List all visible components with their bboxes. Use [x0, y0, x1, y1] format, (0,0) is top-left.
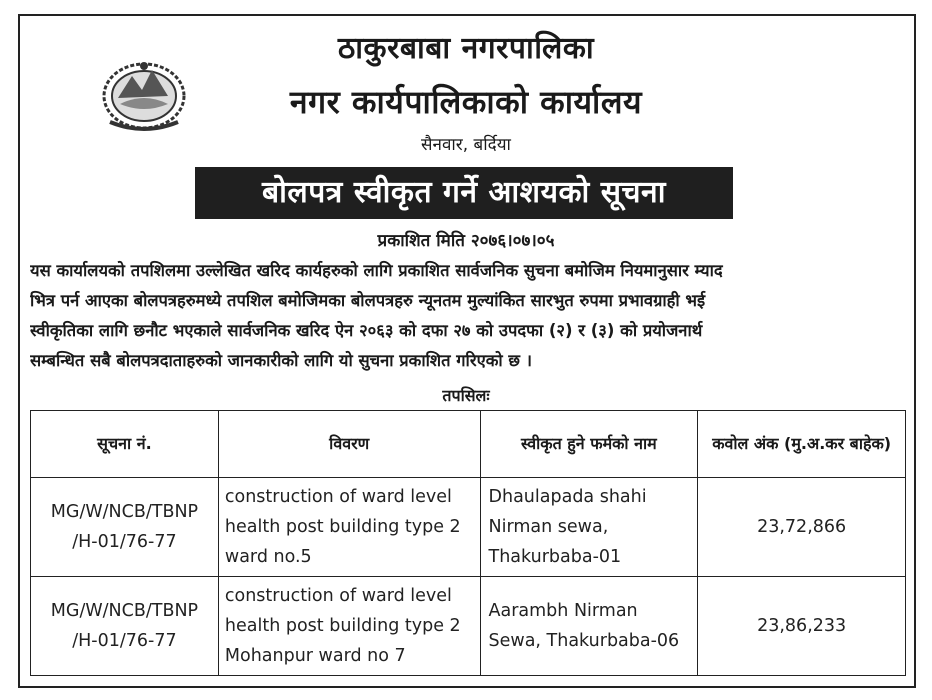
notice-title: बोलपत्र स्वीकृत गर्ने आशयको सूचना — [195, 167, 733, 219]
firm-line: Thakurbaba-01 — [488, 547, 622, 567]
header-description: विवरण — [218, 411, 480, 478]
firm-line: Dhaulapada shahi — [488, 487, 647, 507]
header-firm-name: स्वीकृत हुने फर्मको नाम — [480, 411, 698, 478]
firm-cell — [480, 478, 698, 577]
description-line: health post building type 2 — [224, 616, 461, 636]
notice-no-cell — [31, 577, 219, 676]
table-row — [31, 478, 906, 577]
office-name: नगर कार्यपालिकाको कार्यालय — [289, 83, 643, 121]
details-label: तपसिलः — [442, 386, 490, 405]
notice-no-line: /H-01/76-77 — [72, 532, 177, 552]
description-cell — [218, 478, 480, 577]
description-line: construction of ward level — [224, 586, 452, 606]
firm-line: Nirman sewa, — [488, 517, 609, 537]
paragraph-line: यस कार्यालयको तपशिलमा उल्लेखित खरिद कार्यहरुको लागि प्रकाशित सार्वजनिक सुचना बमोजिम नियमानुसार म्याद — [30, 261, 723, 280]
office-address: सैनवार, बर्दिया — [421, 135, 511, 155]
description-line: ward no.5 — [224, 547, 312, 567]
organization-name: ठाकुरबाबा नगरपालिका — [337, 31, 595, 66]
description-line: health post building type 2 — [224, 517, 461, 537]
notice-no-line: /H-01/76-77 — [72, 631, 177, 651]
description-line: Mohanpur ward no 7 — [224, 646, 406, 666]
published-date: प्रकाशित मिति २०७६।०७।०५ — [377, 231, 555, 251]
amount-cell: 23,86,233 — [698, 577, 906, 676]
notice-no-line: MG/W/NCB/TBNP — [50, 601, 199, 621]
paragraph-line: स्वीकृतिका लागि छनौट भएकाले सार्वजनिक खरिद ऐन २०६३ को दफा २७ को उपदफा (२) र (३) को प्रयोजनार्थ — [30, 321, 703, 340]
header-bid-amount: कवोल अंक (मु.अ.कर बाहेक) — [698, 411, 906, 478]
firm-line: Aarambh Nirman — [488, 601, 638, 621]
contract-table — [30, 410, 906, 676]
firm-cell — [480, 577, 698, 676]
amount-cell: 23,72,866 — [698, 478, 906, 577]
notice-no-line: MG/W/NCB/TBNP — [50, 502, 199, 522]
header-notice-no: सूचना नं. — [31, 411, 219, 478]
paragraph-line: भित्र पर्न आएका बोलपत्रहरुमध्ये तपशिल बमोजिमका बोलपत्रहरु न्यूनतम मुल्यांकित सारभुत रुपमा प्रभावग्राही भई — [30, 291, 706, 310]
notice-paragraph — [30, 256, 906, 376]
table-header-row — [31, 411, 906, 478]
paragraph-line: सम्बन्धित सबै बोलपत्रदाताहरुको जानकारीको लागि यो सुचना प्रकाशित गरिएको छ । — [30, 351, 532, 370]
description-line: construction of ward level — [224, 487, 452, 507]
notice-no-cell — [31, 478, 219, 577]
table-row — [31, 577, 906, 676]
firm-line: Sewa, Thakurbaba-06 — [488, 631, 680, 651]
description-cell — [218, 577, 480, 676]
